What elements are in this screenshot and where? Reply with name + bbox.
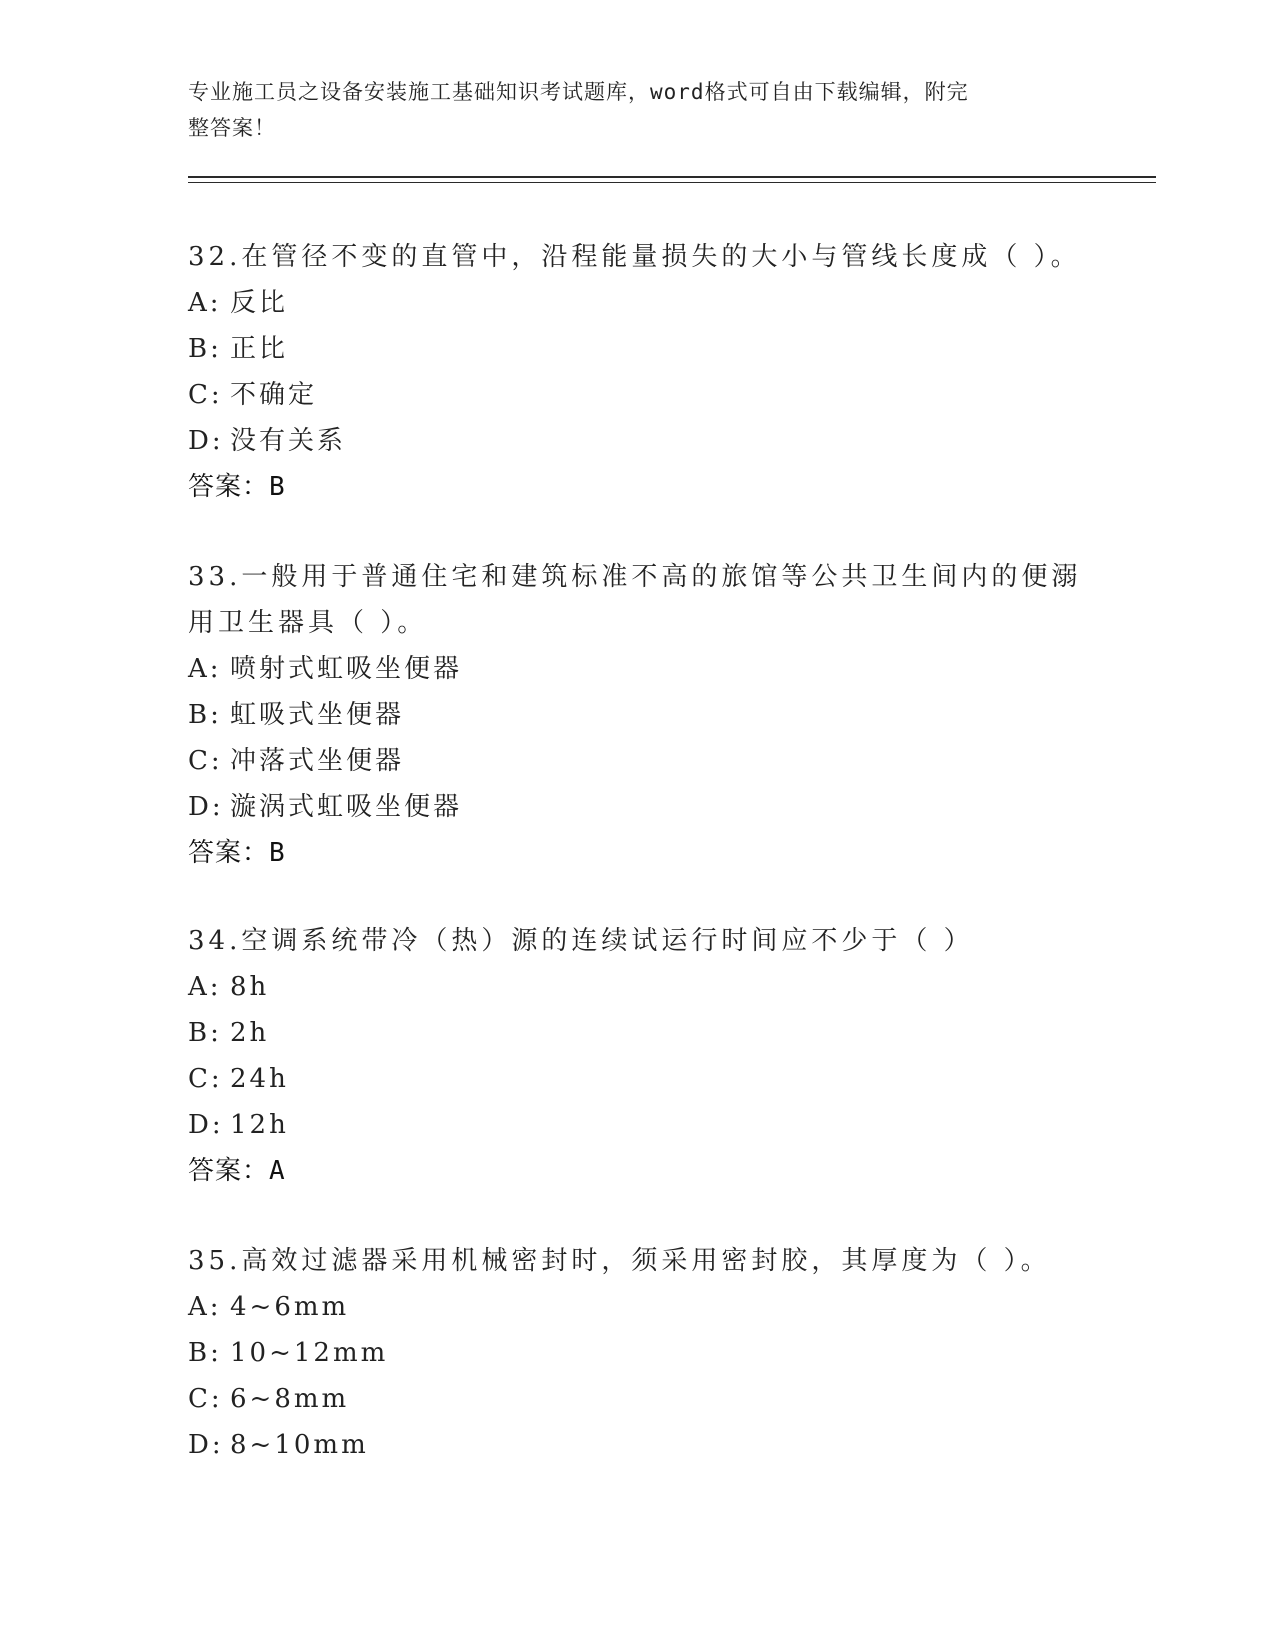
option-letter: B: (188, 1018, 222, 1048)
option-letter: A: (188, 288, 222, 318)
document-header (188, 74, 1068, 146)
option-text: 2h (230, 1018, 270, 1048)
option-text: 10~12mm (230, 1338, 389, 1368)
option-letter: C: (188, 1064, 223, 1094)
answer-line: 答案：A (188, 1156, 286, 1186)
option-letter: D: (188, 792, 224, 822)
header-title-line-2: 整答案！ (188, 116, 276, 140)
question-stem: 35.高效过滤器采用机械密封时，须采用密封胶，其厚度为（ ）。 (188, 1246, 1051, 1276)
option-c (188, 1376, 1088, 1422)
option-letter: A: (188, 972, 222, 1002)
option-b (188, 326, 1088, 372)
option-d (188, 784, 1088, 830)
option-letter: D: (188, 426, 224, 456)
option-b (188, 692, 1088, 738)
question-stem: 32.在管径不变的直管中，沿程能量损失的大小与管线长度成（ ）。 (188, 242, 1081, 272)
option-a (188, 646, 1088, 692)
question-stem: 33.一般用于普通住宅和建筑标准不高的旅馆等公共卫生间内的便溺用卫生器具（ ）。 (188, 562, 1082, 638)
option-d (188, 418, 1088, 464)
option-d (188, 1422, 1088, 1468)
question-35 (188, 1238, 1088, 1468)
option-a (188, 1284, 1088, 1330)
option-a (188, 964, 1088, 1010)
option-letter: B: (188, 700, 222, 730)
option-c (188, 1056, 1088, 1102)
option-letter: A: (188, 654, 222, 684)
option-letter: D: (188, 1430, 224, 1460)
question-stem: 34.空调系统带冷（热）源的连续试运行时间应不少于（ ） (188, 926, 974, 956)
option-letter: C: (188, 380, 223, 410)
question-32 (188, 234, 1088, 510)
option-text: 冲落式坐便器 (230, 746, 405, 776)
option-text: 正比 (230, 334, 289, 364)
option-letter: C: (188, 1384, 223, 1414)
option-letter: C: (188, 746, 223, 776)
option-text: 4~6mm (230, 1292, 350, 1322)
header-divider-thick (188, 176, 1156, 178)
option-letter: B: (188, 334, 222, 364)
option-b (188, 1330, 1088, 1376)
option-d (188, 1102, 1088, 1148)
question-34 (188, 918, 1088, 1194)
option-a (188, 280, 1088, 326)
option-text: 虹吸式坐便器 (230, 700, 405, 730)
option-text: 喷射式虹吸坐便器 (230, 654, 463, 684)
option-text: 6~8mm (230, 1384, 350, 1414)
answer-line: 答案：B (188, 838, 286, 868)
option-text: 没有关系 (230, 426, 347, 456)
answer-line: 答案：B (188, 472, 286, 502)
option-c (188, 738, 1088, 784)
option-b (188, 1010, 1088, 1056)
option-text: 8h (230, 972, 270, 1002)
option-c (188, 372, 1088, 418)
option-letter: A: (188, 1292, 222, 1322)
header-divider-thin (188, 182, 1156, 183)
header-title-line-1: 专业施工员之设备安装施工基础知识考试题库，word格式可自由下载编辑，附完 (188, 80, 969, 104)
option-text: 漩涡式虹吸坐便器 (230, 792, 463, 822)
option-text: 24h (230, 1064, 289, 1094)
option-letter: B: (188, 1338, 222, 1368)
option-text: 不确定 (230, 380, 318, 410)
question-33 (188, 554, 1088, 876)
option-text: 12h (230, 1110, 289, 1140)
option-text: 反比 (230, 288, 289, 318)
option-text: 8~10mm (230, 1430, 369, 1460)
option-letter: D: (188, 1110, 224, 1140)
